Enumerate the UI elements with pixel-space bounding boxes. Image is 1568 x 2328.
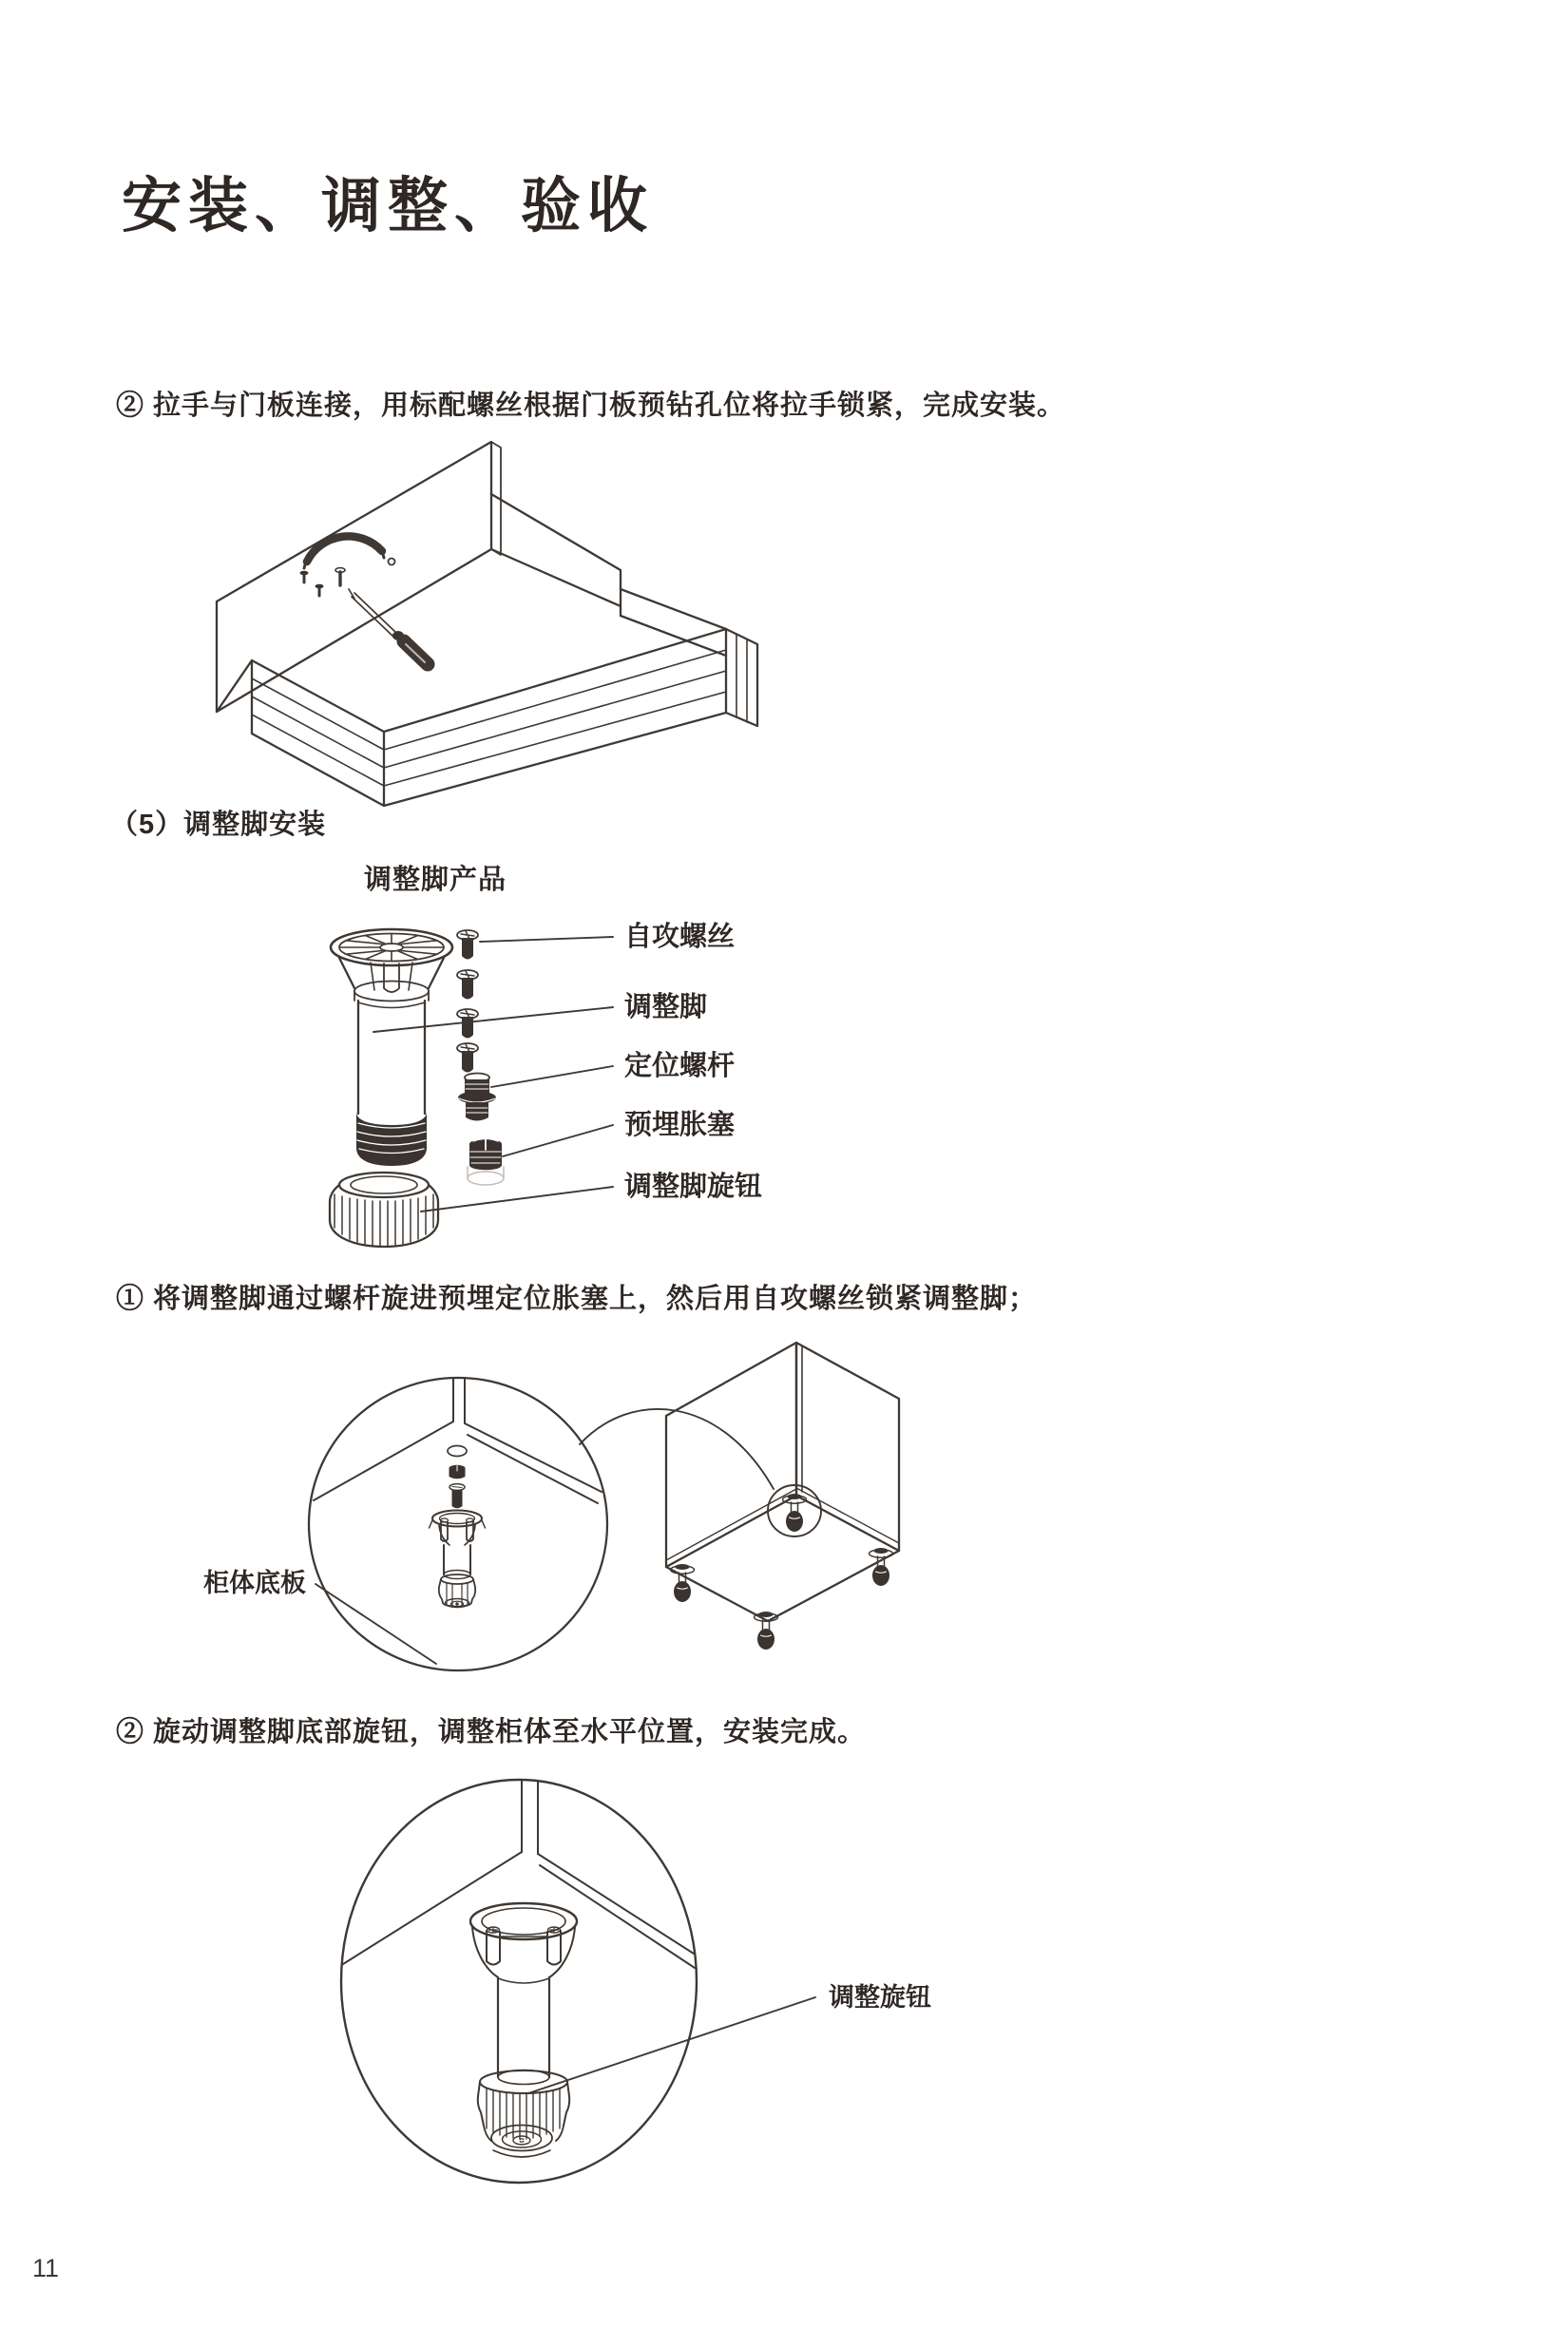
- leader-lines: [373, 937, 613, 1212]
- foot-product-title: 调整脚产品: [364, 865, 507, 895]
- section5-heading: （5）调整脚安装: [110, 810, 327, 840]
- zoom-connector-curve: [580, 1409, 774, 1489]
- part-label-self-tapping-screw: 自攻螺丝: [624, 922, 736, 952]
- self-tapping-screws: [457, 930, 478, 1073]
- drawer-body: [217, 442, 757, 806]
- foot-knob: [330, 1173, 438, 1247]
- knob-knurls: [335, 1194, 433, 1247]
- screwdriver-icon: [335, 568, 428, 664]
- installed-foot: [470, 1903, 577, 2157]
- positioning-rod: [458, 1074, 496, 1121]
- page-number: 11: [32, 2254, 60, 2282]
- foot-product-figure: [314, 903, 713, 1283]
- knob-leader-line: [528, 1997, 815, 2093]
- expansion-plug: [468, 1139, 504, 1186]
- label-cabinet-bottom-panel: 柜体底板: [203, 1569, 306, 1597]
- zoom-circle-detail: [309, 1378, 607, 1670]
- drawer-handle-figure: [185, 428, 770, 831]
- step-foot-1-text: ① 将调整脚通过螺杆旋进预埋定位胀塞上，然后用自攻螺丝锁紧调整脚；: [116, 1284, 1038, 1314]
- step-foot-2-text: ② 旋动调整脚底部旋钮，调整柜体至水平位置，安装完成。: [116, 1717, 867, 1747]
- part-label-foot-knob: 调整脚旋钮: [624, 1172, 763, 1202]
- part-label-positioning-rod: 定位螺杆: [624, 1051, 736, 1081]
- page-title: 安装、调整、验收: [122, 173, 654, 239]
- step-handle-text: ② 拉手与门板连接，用标配螺丝根据门板预钻孔位将拉手锁紧，完成安装。: [116, 391, 1066, 421]
- adjuster-foot: [330, 929, 452, 1247]
- cabinet-box: [666, 1343, 899, 1650]
- label-adjust-knob: 调整旋钮: [829, 1983, 931, 2012]
- install-detail-figure: [143, 1328, 998, 1727]
- part-label-adjuster-foot: 调整脚: [624, 992, 708, 1022]
- part-label-expansion-plug: 预埋胀塞: [624, 1110, 736, 1140]
